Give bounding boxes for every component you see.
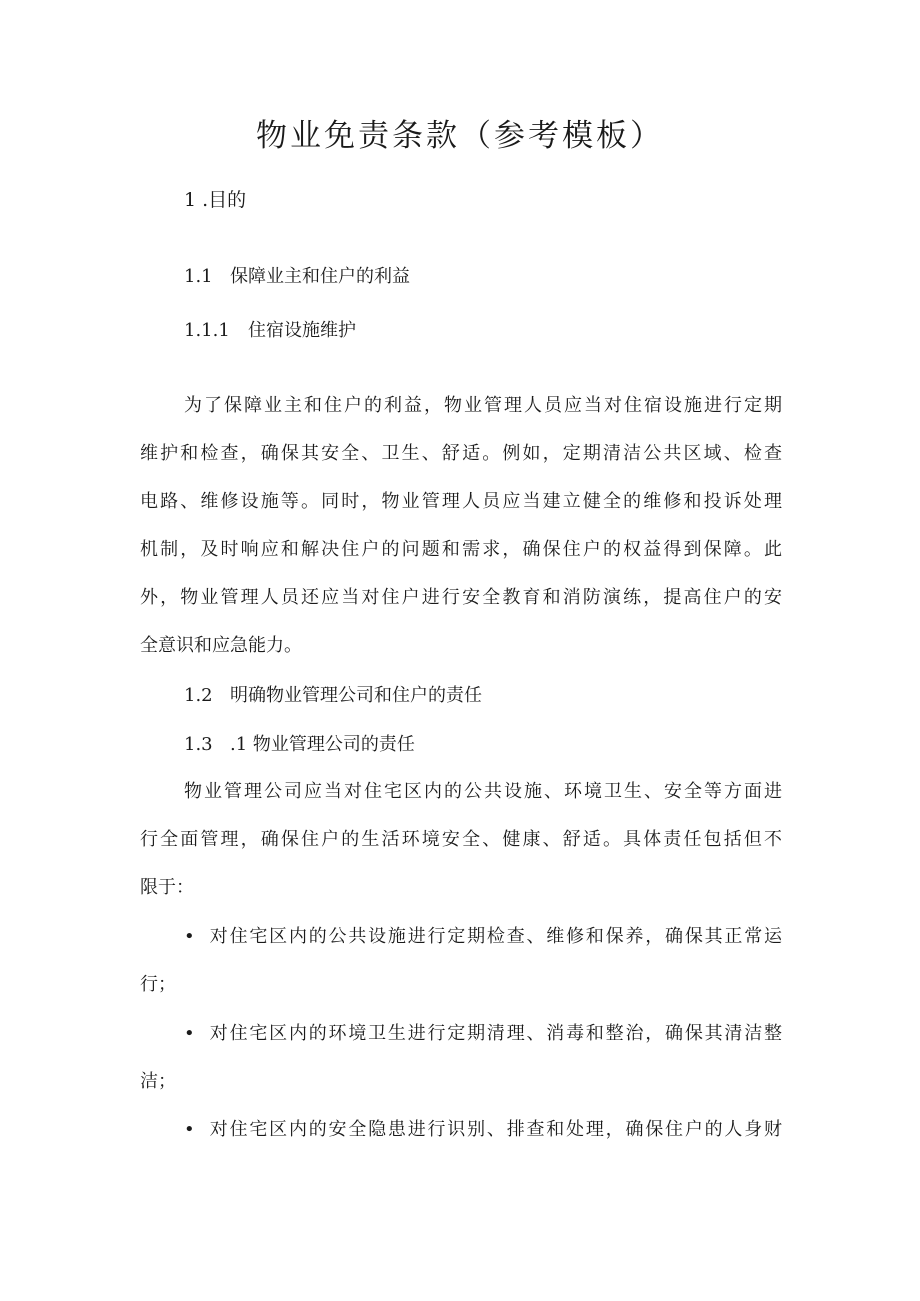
paragraph-line: 全意识和应急能力。 — [140, 635, 302, 656]
heading-section-1-2 — [184, 682, 482, 710]
heading-section-1 — [184, 186, 246, 214]
paragraph-line: 机制，及时响应和解决住户的问题和需求，确保住户的权益得到保障。此 — [140, 539, 782, 560]
bullet-text: 对住宅区内的公共设施进行定期检查、维修和保养，确保其正常运 — [208, 926, 782, 947]
paragraph-line: 行全面管理，确保住户的生活环境安全、健康、舒适。具体责任包括但不 — [140, 829, 782, 850]
bullet-continuation: 行； — [140, 974, 176, 995]
bullet-continuation: 洁； — [140, 1071, 176, 1092]
section-number: 1.3 — [184, 734, 213, 755]
section-number: 1.1 — [184, 266, 213, 287]
section-label: 目的 — [208, 189, 247, 211]
section-number: 1 . — [184, 189, 209, 211]
heading-section-1-1-1 — [184, 317, 356, 345]
paragraph-line: 外，物业管理人员还应当对住户进行安全教育和消防演练，提高住户的安 — [140, 587, 782, 608]
bullet-item — [184, 1116, 782, 1144]
bullet-item — [184, 923, 782, 951]
paragraph-line: 为了保障业主和住户的利益，物业管理人员应当对住宿设施进行定期 — [184, 395, 782, 416]
paragraph-line: 限于： — [140, 877, 194, 898]
bullet-text: 对住宅区内的安全隐患进行识别、排查和处理，确保住户的人身财 — [208, 1119, 782, 1140]
document-title: 物业免责条款（参考模板） — [256, 118, 664, 154]
heading-section-1-3 — [184, 731, 415, 759]
section-number: 1.2 — [184, 685, 213, 706]
bullet-item — [184, 1020, 782, 1048]
bullet-icon: • — [184, 1119, 195, 1140]
section-label: 明确物业管理公司和住户的责任 — [230, 685, 482, 706]
heading-section-1-1 — [184, 263, 410, 291]
paragraph-line: 物业管理公司应当对住宅区内的公共设施、环境卫生、安全等方面进 — [184, 781, 782, 802]
paragraph-line: 电路、维修设施等。同时，物业管理人员应当建立健全的维修和投诉处理 — [140, 491, 782, 512]
section-label: .1 物业管理公司的责任 — [230, 734, 415, 755]
bullet-icon: • — [184, 1023, 195, 1044]
bullet-icon: • — [184, 926, 195, 947]
section-number: 1.1.1 — [184, 320, 230, 341]
section-label: 住宿设施维护 — [248, 320, 356, 341]
bullet-text: 对住宅区内的环境卫生进行定期清理、消毒和整治，确保其清洁整 — [208, 1023, 782, 1044]
section-label: 保障业主和住户的利益 — [230, 266, 410, 287]
paragraph-line: 维护和检查，确保其安全、卫生、舒适。例如，定期清洁公共区域、检查 — [140, 443, 782, 464]
